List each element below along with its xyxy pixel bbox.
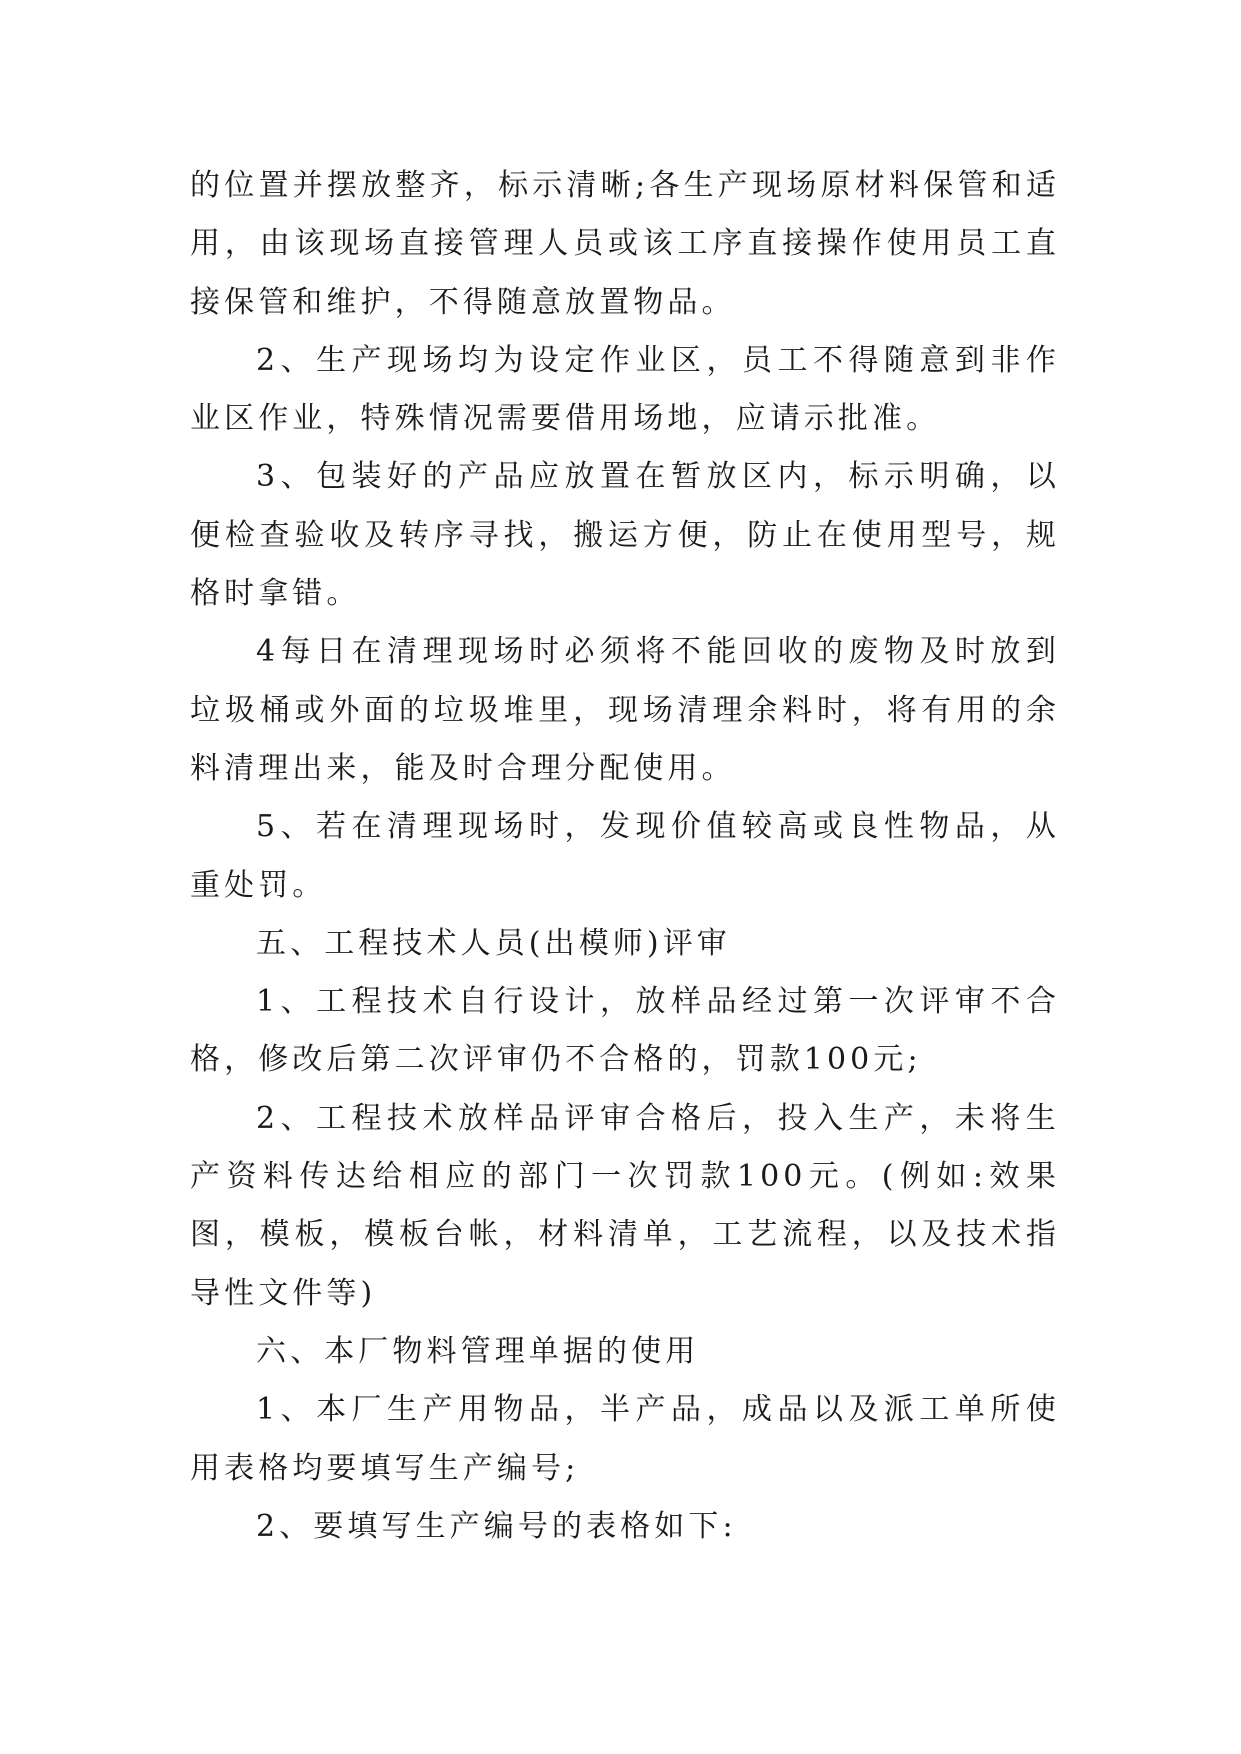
paragraph-item-2: 2、生产现场均为设定作业区，员工不得随意到非作业区作业，特殊情况需要借用场地，应请示批准。 [190,342,1060,437]
section-heading-6: 六、本厂物料管理单据的使用 [256,1333,700,1369]
section-heading-5: 五、工程技术人员(出模师)评审 [256,925,731,961]
paragraph-item-4: 4每日在清理现场时必须将不能回收的废物及时放到垃圾桶或外面的垃圾堆里，现场清理余料时，将有用的余料清理出来，能及时合理分配使用。 [190,634,1060,786]
paragraph-item-5: 5、若在清理现场时，发现价值较高或良性物品，从重处罚。 [190,809,1060,903]
document-body [190,157,1060,1556]
paragraph-section5-item-1: 1、工程技术自行设计，放样品经过第一次评审不合格，修改后第二次评审仍不合格的，罚款100元; [190,984,1060,1078]
paragraph-section5-item-2: 2、工程技术放样品评审合格后，投入生产，未将生产资料传达给相应的部门一次罚款100元。(例如:效果图，模板，模板台帐，材料清单，工艺流程，以及技术指导性文件等) [190,1100,1060,1311]
paragraph-continuation: 的位置并摆放整齐，标示清晰;各生产现场原材料保管和适用，由该现场直接管理人员或该工序直接操作使用员工直接保管和维护，不得随意放置物品。 [190,168,1060,320]
paragraph-section6-item-2: 2、要填写生产编号的表格如下: [256,1508,737,1544]
paragraph-item-3: 3、包装好的产品应放置在暂放区内，标示明确，以便检查验收及转序寻找，搬运方便，防止在使用型号，规格时拿错。 [190,459,1060,612]
paragraph-section6-item-1: 1、本厂生产用物品，半产品，成品以及派工单所使用表格均要填写生产编号; [190,1392,1060,1486]
